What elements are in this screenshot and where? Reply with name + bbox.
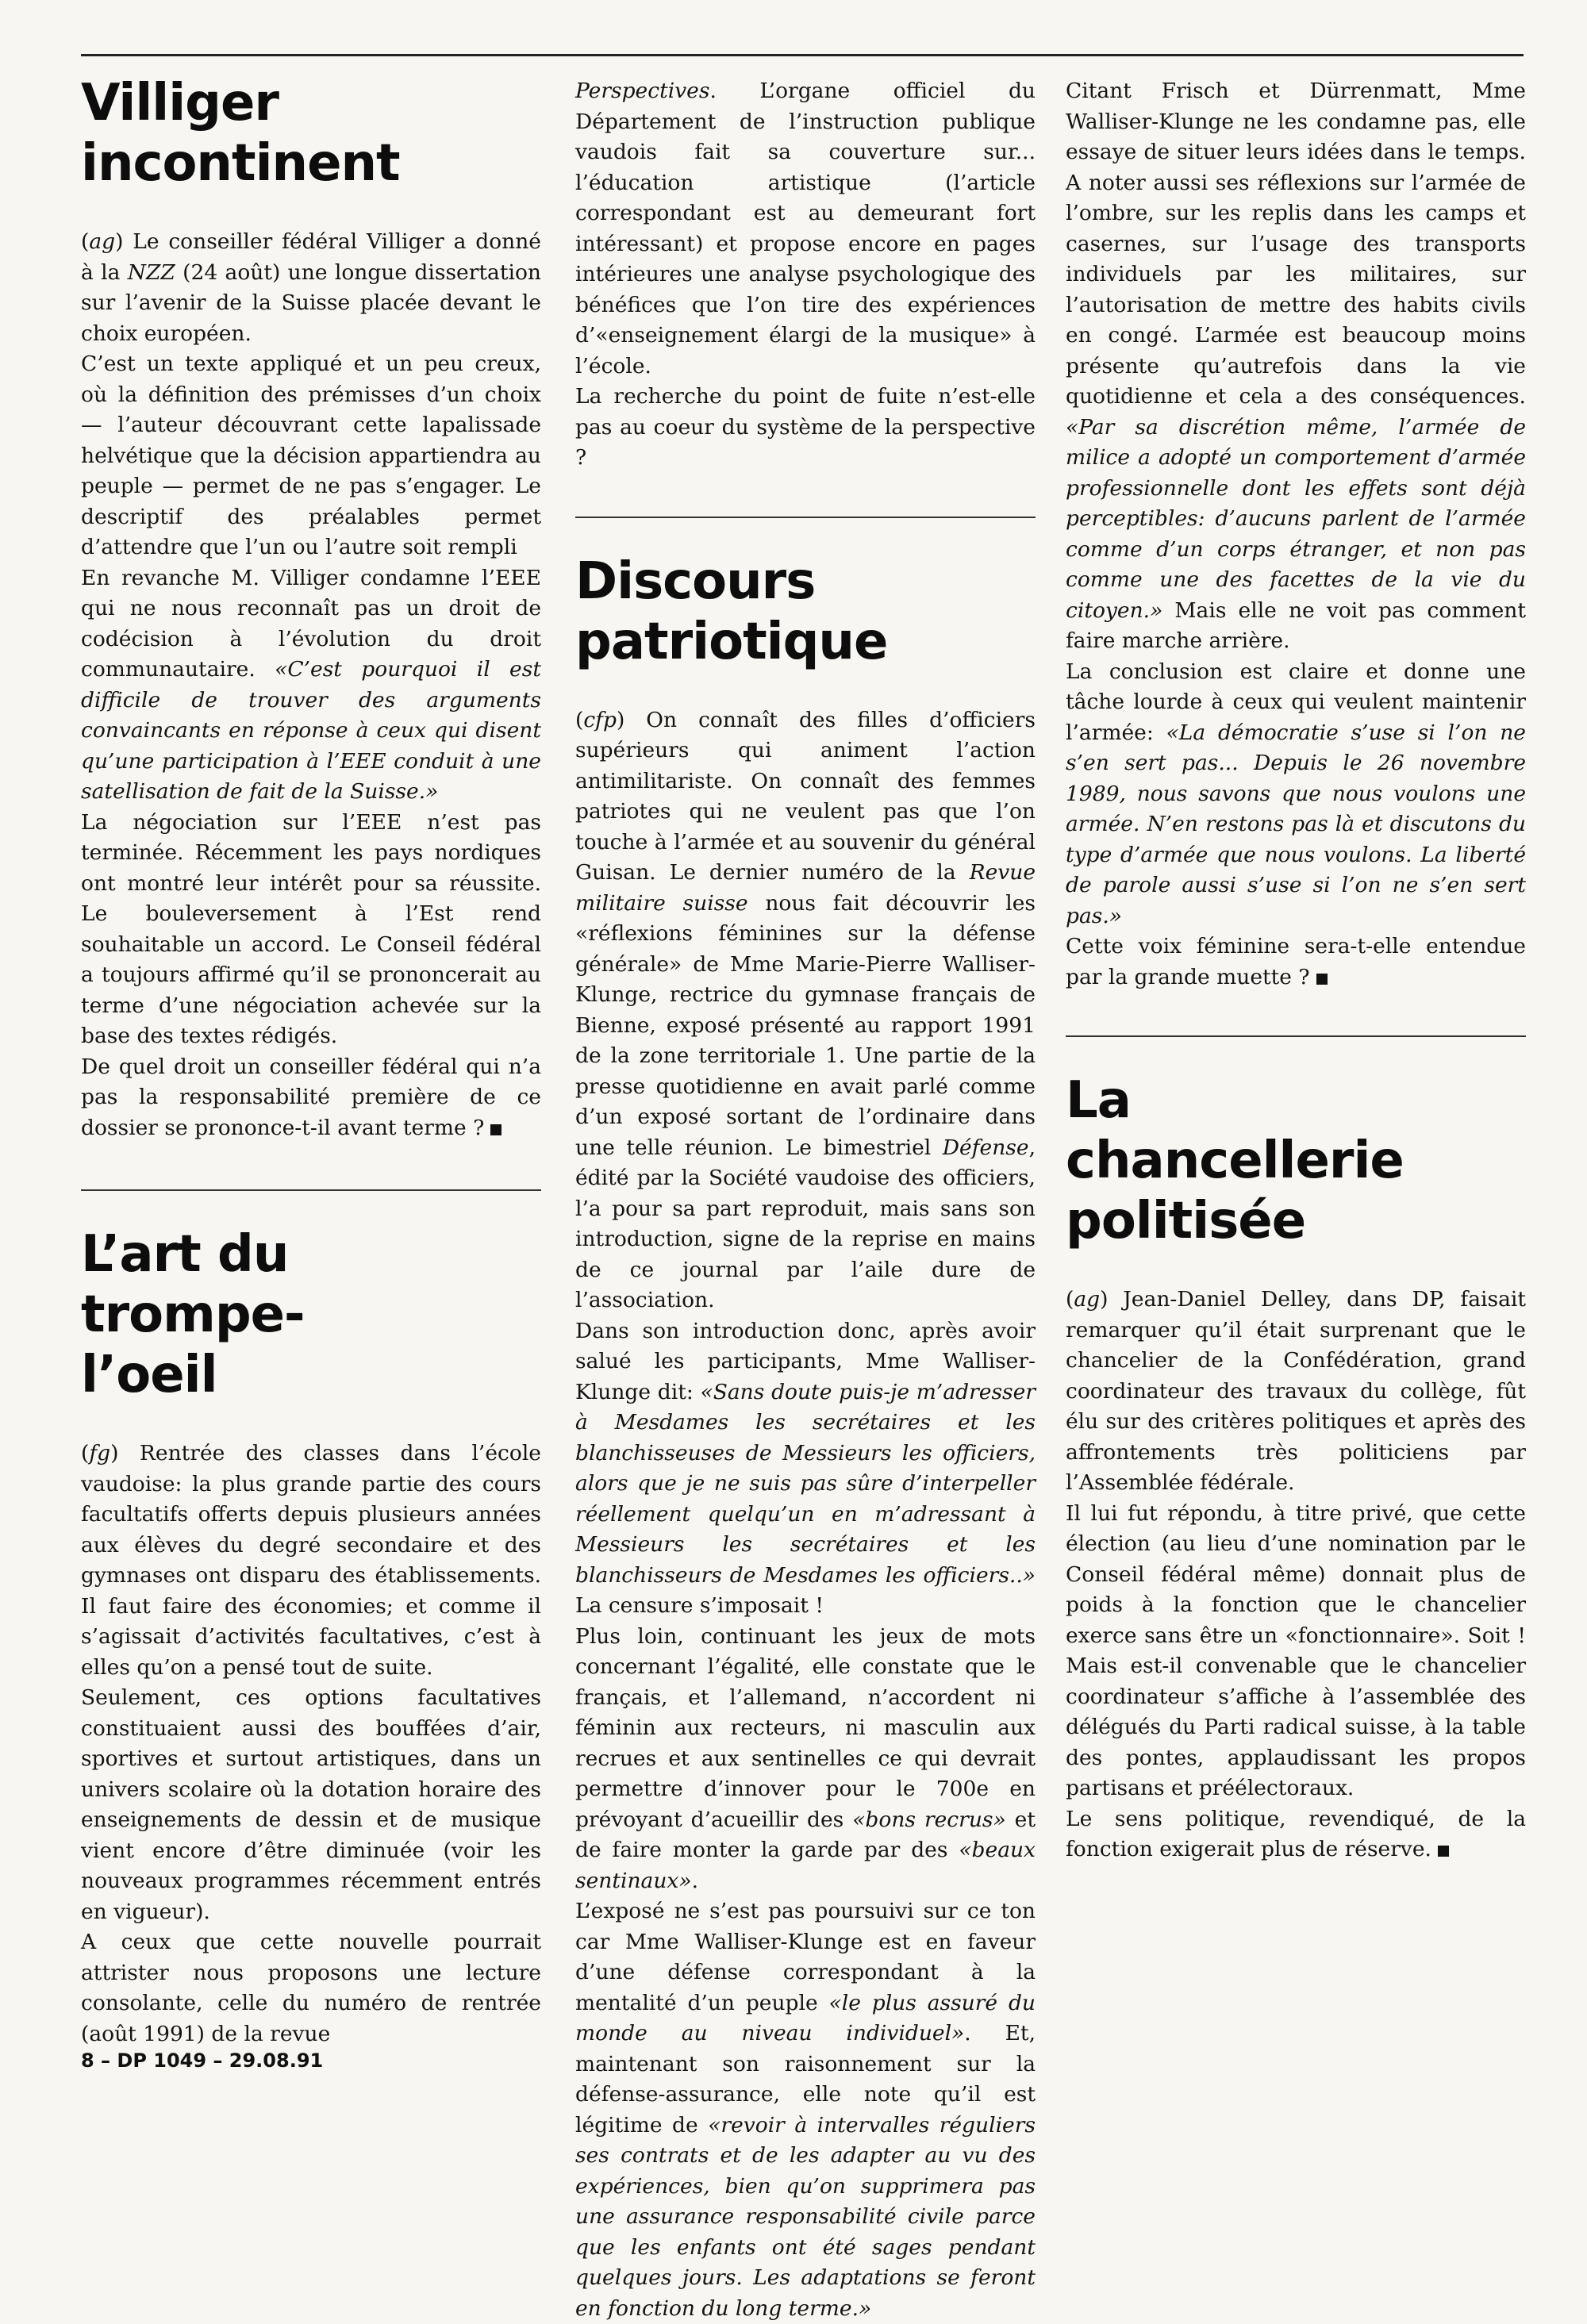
- paragraph: [81, 349, 541, 563]
- text-run: .: [692, 1869, 698, 1893]
- text-run: Mais elle ne voit pas comment faire marche arrière.: [1066, 598, 1526, 654]
- italic-text: ag: [1074, 1287, 1100, 1312]
- article-body-continued: [1066, 76, 1526, 993]
- italic-text: «beaux sentinaux»: [575, 1838, 1036, 1893]
- paragraph: [81, 1683, 541, 1927]
- text-run: ) Rentrée des classes dans l’école vaudoise: la plus grande partie des cours facultatifs offerts depuis plusieurs années aux élèves du degré secondaire et des gymnases ont disparu des établissements. Il faut faire des économies; et comme il s’agissait d’activités facultatives, c’est à elles qu’on a pensé tout de suite.: [81, 1441, 541, 1680]
- section-divider: [575, 517, 1036, 518]
- text-run: A ceux que cette nouvelle pourrait attrister nous proposons une lecture consolante, celle du numéro de rentrée (août 1991) de la revue: [81, 1930, 541, 2046]
- italic-text: ag: [89, 229, 115, 254]
- paragraph: [81, 227, 541, 349]
- text-run: (: [81, 229, 89, 254]
- column-1: [81, 73, 541, 2049]
- paragraph: [1066, 76, 1526, 657]
- article-villiger: [81, 73, 541, 1143]
- headline-chancellerie: La chancellerie politisée: [1066, 1070, 1447, 1251]
- paragraph: [1066, 932, 1526, 993]
- paragraph: [575, 705, 1036, 1316]
- italic-text: NZZ: [128, 260, 175, 285]
- paragraph: [81, 1439, 541, 1683]
- article-body: [81, 227, 541, 1143]
- text-run: (: [575, 708, 583, 732]
- text-run: ) On connaît des filles d’officiers supérieurs qui animent l’action antimilitariste. On connaît des femmes patriotes qui ne veulent pas que l’on touche à l’armée et au souvenir du général Guisan. Le dernier numéro de la: [575, 708, 1036, 885]
- text-run: ) Le conseiller fédéral Villiger a donné à la: [81, 229, 541, 285]
- text-run: L’exposé ne s’est pas poursuivi sur ce ton car Mme Walliser-Klunge est en faveur d’une défense correspondant à la mentalité d’un peuple: [575, 1899, 1036, 2015]
- column-2: [575, 76, 1036, 2324]
- text-run: La conclusion est claire et donne une tâche lourde à ceux qui veulent maintenir l’armée:: [1066, 659, 1526, 745]
- italic-text: Perspectives: [575, 79, 709, 103]
- text-run: et de faire monter la garde par des: [575, 1807, 1036, 1863]
- text-run: Plus loin, continuant les jeux de mots concernant l’égalité, elle constate que le français, et l’allemand, n’accordent ni féminin aux recteurs, ni masculin aux recrues et aux sentinelles ce qui devrait permettre d’innover pour le 700e en prévoyant d’acueillir des: [575, 1624, 1036, 1832]
- section-divider: [1066, 1035, 1526, 1037]
- article-body-continued: [575, 76, 1036, 474]
- paragraph: [575, 1896, 1036, 2324]
- article-discours-patriotique: [575, 551, 1036, 2324]
- page-footer: 8 – DP 1049 – 29.08.91: [81, 2049, 323, 2072]
- italic-text: cfp: [583, 708, 617, 732]
- paragraph: [81, 1052, 541, 1144]
- article-body: [1066, 1285, 1526, 1865]
- text-run: La censure s’imposait !: [575, 1593, 824, 1618]
- end-of-article-mark: [1316, 974, 1328, 985]
- text-run: C’est un texte appliqué et un peu creux, où la définition des prémisses d’un choix — l’auteur découvrant cette lapalissade helvétique que la décision appartiendra au peuple — permet de ne pas s’engager. Le descriptif des préalables permet d’attendre que l’un ou l’autre soit rempli: [81, 351, 541, 559]
- text-run: . Et, maintenant son raisonnement sur la défense-assurance, elle note qu’il est légitime de: [575, 2021, 1036, 2138]
- text-run: La recherche du point de fuite n’est-elle pas au coeur du système de la perspective ?: [575, 384, 1036, 470]
- text-run: La négociation sur l’EEE n’est pas terminée. Récemment les pays nordiques ont montré leur intérêt pour sa réussite. Le bouleversement à l’Est rend souhaitable un accord. Le Conseil fédéral a toujours affirmé qu’il se prononcerait au terme d’une négociation achevée sur la base des textes rédigés.: [81, 810, 541, 1049]
- text-run: De quel droit un conseiller fédéral qui n’a pas la responsabilité première de ce dossier se prononce-t-il avant terme ?: [81, 1054, 541, 1140]
- text-run: En revanche M. Villiger condamne l’EEE qui ne nous reconnaît pas un droit de codécision à l’évolution du droit communautaire.: [81, 566, 541, 682]
- paragraph: [575, 382, 1036, 474]
- text-run: , édité par la Société vaudoise des officiers, l’a pour sa part reproduit, mais sans son introduction, signe de la reprise en mains de ce journal par l’aile dure de l’association.: [575, 1135, 1036, 1313]
- paragraph: [81, 1927, 541, 2049]
- article-body: [81, 1439, 541, 2049]
- italic-text: «le plus assuré du monde au niveau individuel»: [575, 1991, 1036, 2046]
- paragraph: [1066, 1804, 1526, 1865]
- paragraph: [1066, 1499, 1526, 1804]
- italic-text: «La démocratie s’use si l’on ne s’en sert pas... Depuis le 26 novembre 1989, nous savons que nous voulons une armée. N’en restons pas là et discutons du type d’armée que nous voulons. La liberté de parole aussi s’use si l’on ne s’en sert pas.»: [1066, 720, 1526, 928]
- paragraph: [1066, 1285, 1526, 1499]
- italic-text: fg: [89, 1441, 110, 1465]
- italic-text: «C’est pourquoi il est difficile de trouver des arguments convaincants en réponse à ceux qui disent qu’une participation à l’EEE conduit à une satellisation de fait de la Suisse.»: [81, 657, 541, 804]
- paragraph: [575, 1622, 1036, 1897]
- text-run: Cette voix féminine sera-t-elle entendue par la grande muette ?: [1066, 934, 1526, 989]
- text-run: Le sens politique, revendiqué, de la fonction exigerait plus de réserve.: [1066, 1807, 1526, 1862]
- column-3: [1066, 76, 1526, 1865]
- headline-villiger: Villiger incontinent: [81, 73, 541, 194]
- italic-text: «Sans doute puis-je m’adresser à Mesdames les secrétaires et les blanchisseuses de Messieurs les officiers, alors que je ne suis pas sûre d’interpeller réellement quelqu’un en m’adressant à Messieurs les secrétaires et les blanchisseurs de Mesdames les officiers..»: [575, 1380, 1036, 1588]
- paragraph: [575, 76, 1036, 382]
- article-trompe-loeil: [81, 1224, 541, 2049]
- top-rule: [81, 54, 1524, 56]
- paragraph: [575, 1316, 1036, 1622]
- italic-text: Défense: [943, 1135, 1029, 1160]
- section-divider: [81, 1189, 541, 1191]
- text-run: nous fait découvrir les «réflexions féminines sur la défense générale» de Mme Marie-Pierre Walliser-Klunge, rectrice du gymnase français de Bienne, exposé présenté au rapport 1991 de la zone territoriale 1. Une partie de la presse quotidienne en avait parlé comme d’un exposé sortant de l’ordinaire dans une telle réunion. Le bimestriel: [575, 891, 1036, 1160]
- italic-text: «Par sa discrétion même, l’armée de milice a adopté un comportement d’armée professionnelle dont les effets sont déjà perceptibles: d’aucuns parlent de l’armée comme d’un corps étranger, et non pas comme une des facettes de la vie du citoyen.»: [1066, 415, 1526, 623]
- headline-discours: Discours patriotique: [575, 551, 861, 672]
- text-run: Dans son introduction donc, après avoir salué les participants, Mme Walliser-Klunge dit:: [575, 1319, 1036, 1404]
- italic-text: Revue militaire suisse: [575, 860, 1036, 916]
- text-run: . L’organe officiel du Département de l’instruction publique vaudois fait sa couverture sur... l’éducation artistique (l’article correspondant est au demeurant fort intéressant) et propose encore en pages intérieures une analyse psychologique des bénéfices que l’on tire des expériences d’«enseignement élargi de la musique» à l’école.: [575, 79, 1036, 378]
- text-run: ) Jean-Daniel Delley, dans DP, faisait remarquer qu’il était surprenant que le chancelier de la Confédération, grand coordinateur des travaux du collège, fût élu sur des critères politiques et après des affrontements très politiciens par l’Assemblée fédérale.: [1066, 1287, 1526, 1495]
- text-run: Il lui fut répondu, à titre privé, que cette élection (au lieu d’une nomination par le Conseil fédéral même) donnait plus de poids à la fonction que le chancelier exerce sans être un «fonctionnaire». Soit ! Mais est-il convenable que le chancelier coordinateur s’affiche à l’assemblée des délégués du Parti radical suisse, à la table des pontes, applaudissant les propos partisans et préélectoraux.: [1066, 1501, 1526, 1801]
- end-of-article-mark: [490, 1124, 501, 1135]
- paragraph: [81, 808, 541, 1052]
- text-run: Citant Frisch et Dürrenmatt, Mme Walliser-Klunge ne les condamne pas, elle essaye de situer leurs idées dans le temps. A noter aussi ses réflexions sur l’armée de l’ombre, sur les replis dans les camps et casernes, sur l’usage des transports individuels par les militaires, sur l’autorisation de mettre des habits civils en congé. L’armée est beaucoup moins présente qu’autrefois dans la vie quotidienne et cela a des conséquences.: [1066, 79, 1526, 409]
- article-body: [575, 705, 1036, 2324]
- text-run: (: [1066, 1287, 1074, 1312]
- end-of-article-mark: [1438, 1846, 1449, 1857]
- text-run: (24 août) une longue dissertation sur l’avenir de la Suisse placée devant le choix européen.: [81, 260, 541, 346]
- paragraph: [81, 563, 541, 808]
- headline-trompe-loeil: L’art du trompe-l’oeil: [81, 1224, 430, 1405]
- text-run: Seulement, ces options facultatives constituaient aussi des bouffées d’air, sportives et surtout artistiques, dans un univers scolaire où la dotation horaire des enseignements de dessin et de musique vient encore d’être diminuée (voir les nouveaux programmes récemment entrés en vigueur).: [81, 1685, 541, 1924]
- italic-text: «bons recrus»: [852, 1807, 1006, 1832]
- text-run: (: [81, 1441, 89, 1465]
- italic-text: «revoir à intervalles réguliers ses contrats et de les adapter au vu des expériences, bien qu’on supprimera pas une assurance responsabilité civile parce que les enfants ont été sages pendant quelques jours. Les adaptations se feront en fonction du long terme.»: [575, 2113, 1036, 2321]
- article-chancellerie: [1066, 1070, 1526, 1865]
- paragraph: [1066, 657, 1526, 932]
